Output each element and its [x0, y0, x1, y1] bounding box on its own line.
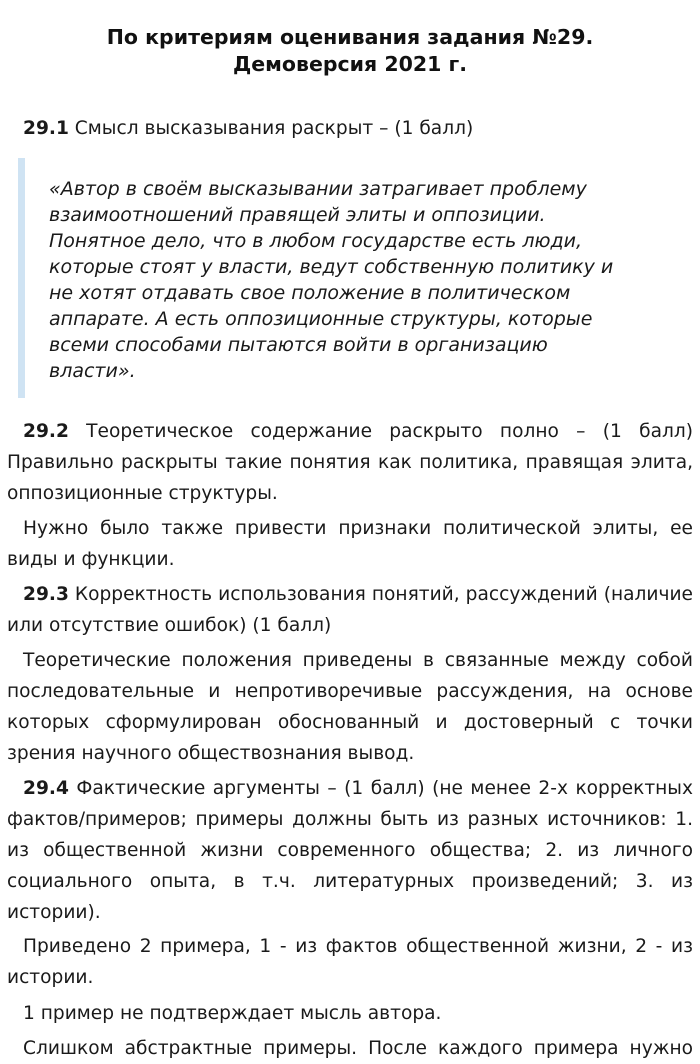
criterion-text: Смысл высказывания раскрыт – (1 балл) [68, 118, 474, 139]
paragraph-29-4-tail: Слишком абстрактные примеры. После каждого примера нужно [23, 1038, 693, 1059]
quote-text: «Автор в своём высказывании затрагивает проблему взаимоотношений правящей элиты и оппозиции. Понятное дело, что в любом государстве есть люди, которые стоят у власти, ведут собственную политику и не хотят отдавать свое положение в политическом аппарате. А есть оппозиционные структуры, которые всеми способами пытаются войти в организацию власти». [49, 178, 614, 382]
criterion-number: 29.1 [23, 118, 69, 139]
criterion-text: Корректность использования понятий, рассуждений (наличие или отсутствие ошибок) (1 балл) [7, 584, 693, 636]
paragraph-29-3-comment: Теоретические положения приведены в связанные между собой последовательные и непротиворечивые рассуждения, на основе которых сформулирован обоснованный и достоверный с точки зрения научного обществознания вывод. [7, 650, 693, 764]
criterion-29-3 [7, 579, 693, 641]
title-line-1: По критериям оценивания задания №29. [106, 25, 594, 49]
criterion-text: Теоретическое содержание раскрыто полно – (1 балл) Правильно раскрыты такие понятия как политика, правящая элита, оппозиционные структуры. [7, 421, 693, 504]
page-title [0, 24, 700, 78]
paragraph-29-4-comment: Приведено 2 примера, 1 - из фактов общественной жизни, 2 - из истории. [7, 936, 693, 988]
criterion-number: 29.2 [23, 421, 69, 442]
title-line-2: Демоверсия 2021 г. [232, 52, 468, 76]
criterion-text: Фактические аргументы – (1 балл) (не менее 2-х корректных фактов/примеров; примеры должны быть из разных источников: 1. из общественной жизни современного общества; 2. из личного социального опыта, в т.ч. литературных произведений; 3. из истории). [7, 778, 693, 923]
blockquote [18, 158, 665, 398]
paragraph-29-2-comment: Нужно было также привести признаки политической элиты, ее виды и функции. [7, 518, 693, 570]
criterion-29-4 [7, 773, 693, 928]
criterion-29-2 [7, 416, 693, 509]
criterion-29-1 [23, 113, 473, 144]
paragraph-29-4-note: 1 пример не подтверждает мысль автора. [23, 1003, 442, 1024]
criterion-number: 29.4 [23, 778, 69, 799]
criterion-number: 29.3 [23, 584, 69, 605]
